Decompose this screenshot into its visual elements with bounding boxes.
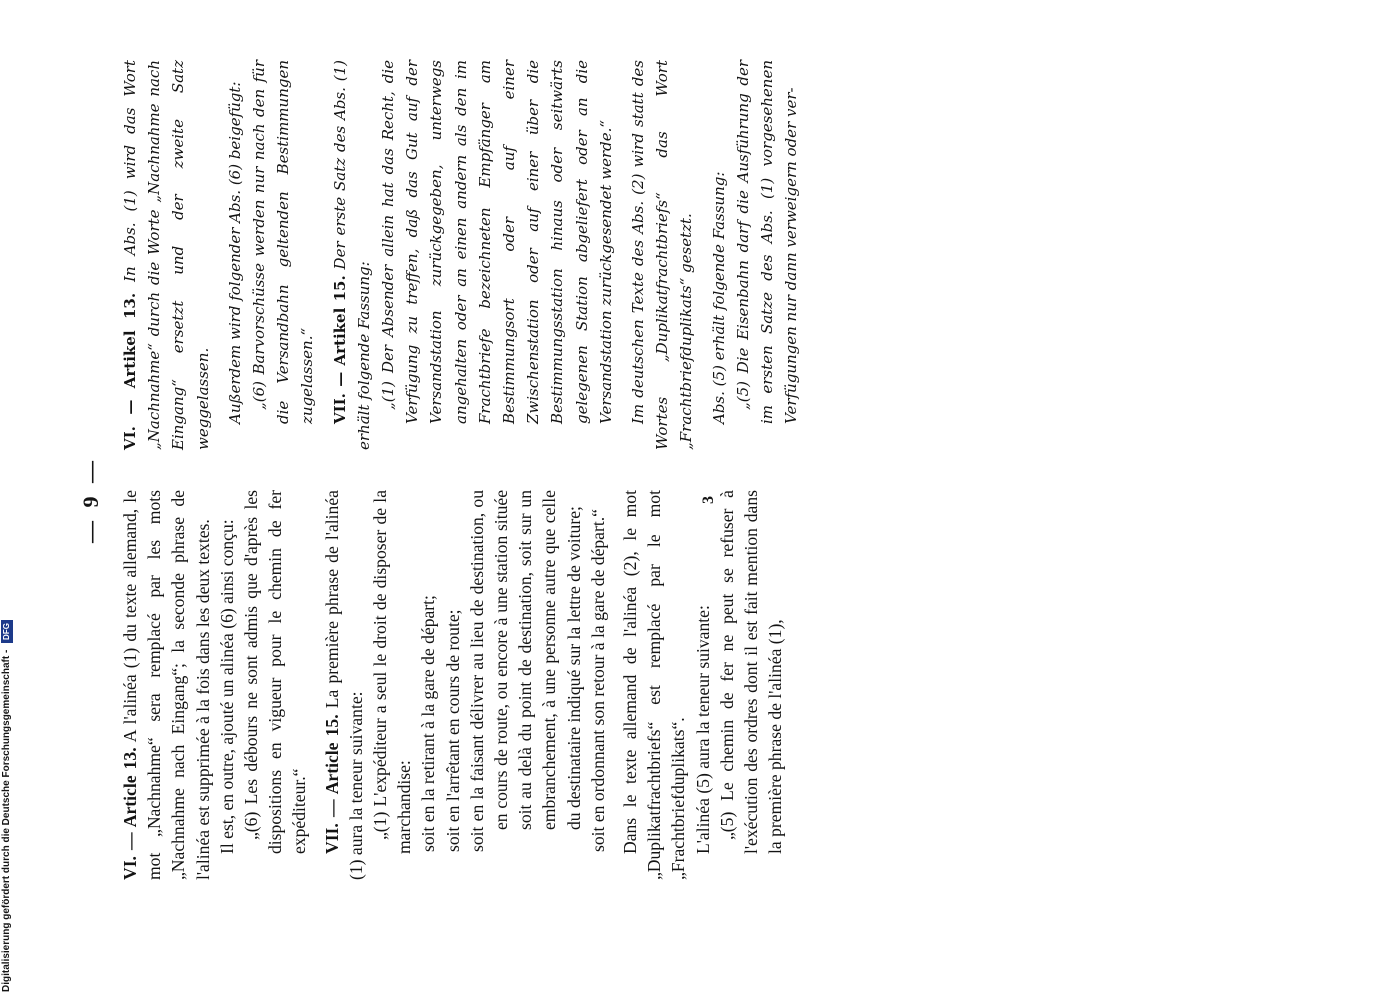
german-paragraph: „(1) Der Absender allein hat das Recht, die Verfügung zu treffen, daß das Gut auf der Versandstation zurückgegeben, unterwegs angehalten oder an einen andern als den im Frachtbriefe bezeichneten Empfänger am Bestimmungsort oder auf einer Zwischenstation oder auf einer über die Bestimmungsstation hinaus oder seitwärts gelegenen Station abgeliefert oder an die Versandstation zurückgesendet werde.“ [379, 60, 615, 424]
french-paragraph: soit en la retirant à la gare de départ; [418, 595, 439, 852]
french-paragraph: VII. — Article 15. La première phrase de l'alinéa (1) aura la teneur suivante: [321, 490, 366, 880]
french-column [118, 490, 787, 880]
french-paragraph: „(6) Les débours ne sont admis que d'après les dispositions en vigueur pour le chemin de fer expéditeur.“ [241, 490, 310, 854]
footer-band [0, 0, 14, 1000]
french-paragraph: soit en l'arrêtant en cours de route; [442, 609, 463, 852]
german-paragraph: Abs. (5) erhält folgende Fassung: [709, 171, 728, 424]
french-paragraph: „(5) Le chemin de fer ne peut se refuser à l'exécution des ordres dont il est fait mention dans la première phrase de l'alinéa (1), [716, 490, 786, 854]
german-paragraph: Außerdem wird folgender Abs. (6) beigefügt: [225, 81, 244, 424]
french-paragraph: VI. — Article 13. A l'alinéa (1) du texte allemand, le mot „Nachnahme“ sera remplacé par les mots „Nachnahme nach Eingang“; la seconde phrase de l'alinéa est supprimée à la fois dans les deux textes. [120, 490, 213, 880]
page-number: — 9 — [78, 457, 103, 543]
french-paragraph: Il est, en outre, ajouté un alinéa (6) ainsi conçu: [216, 519, 237, 854]
footer-text: Digitalisierung gefördert durch die Deutsche Forschungsgemeinschaft - [1, 649, 12, 992]
german-paragraph: VI. — Artikel 13. In Abs. (1) wird das Wort „Nachnahme“ durch die Worte „Nachnahme nach Eingang“ ersetzt und der zweite Satz weggelassen. [121, 60, 212, 450]
german-paragraph: „(6) Barvorschüsse werden nur nach den für die Versandbahn geltenden Bestimmungen zugelassen.“ [250, 60, 317, 424]
french-paragraph: L'alinéa (5) aura la teneur suivante: [692, 605, 713, 854]
french-paragraph: „(1) L'expéditeur a seul le droit de disposer de la marchandise: [370, 490, 415, 854]
signature-mark: 3 [700, 496, 717, 504]
french-paragraph: soit en la faisant délivrer au lieu de destination, ou en cours de route, ou encore à une station située soit au delà du point de destination, soit sur un embranchement, à une personne autre que celle du destinataire indiqué sur la lettre de voiture; [466, 490, 584, 852]
german-paragraph: „(5) Die Eisenbahn darf die Ausführung der im ersten Satze des Abs. (1) vorgesehenen Verfügungen nur dann verweigern oder ver- [733, 60, 801, 424]
german-paragraph: Im deutschen Texte des Abs. (2) wird statt des Wortes „Duplikatfrachtbriefs“ das Wort „Frachtbriefduplikats“ gesetzt. [629, 60, 696, 450]
french-paragraph: Dans le texte allemand de l'alinéa (2), le mot „Duplikatfrachtbriefs“ est remplacé par le mot „Frachtbriefduplikats“. [620, 490, 689, 880]
german-paragraph: VII. — Artikel 15. Der erste Satz des Abs. (1) erhält folgende Fassung: [330, 60, 373, 450]
dfg-logo: DFG [1, 620, 13, 643]
french-paragraph: soit en ordonnant son retour à la gare de départ.“ [587, 509, 608, 852]
